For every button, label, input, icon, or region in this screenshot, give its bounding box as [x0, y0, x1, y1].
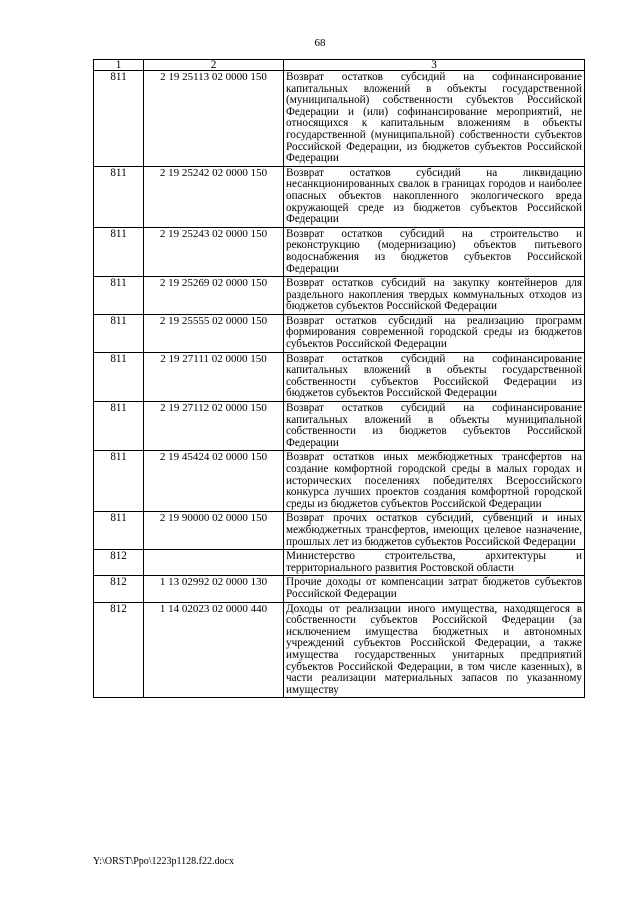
kbk-code-cell: 1 14 02023 02 0000 440 — [144, 602, 284, 698]
table-row — [94, 314, 585, 352]
table-row — [94, 550, 585, 576]
table-row — [94, 602, 585, 698]
header-row — [94, 60, 585, 71]
description-cell: Возврат остатков субсидий на софинансирование капитальных вложений в объекты государственной (муниципальной) собственности субъектов Российской Федерации и (или) софинансирование мероприятий, не относящихся к капитальным вложениям в объекты государственной (муниципальной) собственности субъектов Российской Федерации, из бюджетов субъектов Российской Федерации — [284, 71, 585, 167]
description-cell: Доходы от реализации иного имущества, находящегося в собственности субъектов Российской Федерации (за исключением имущества бюджетных и автономных учреждений субъектов Российской Федерации, а также имущества государственных унитарных предприятий субъектов Российской Федерации, в том числе казенных), в части реализации материальных запасов по указанному имуществу — [284, 602, 585, 698]
kbk-code-cell: 2 19 27111 02 0000 150 — [144, 352, 284, 401]
admin-code-cell: 812 — [94, 576, 144, 602]
description-cell: Возврат остатков субсидий на софинансирование капитальных вложений в объекты государственной собственности субъектов Российской Федерации из бюджетов субъектов Российской Федерации — [284, 352, 585, 401]
budget-codes-table — [93, 59, 585, 698]
table-row — [94, 71, 585, 167]
kbk-code-cell: 2 19 90000 02 0000 150 — [144, 512, 284, 550]
description-cell: Возврат остатков субсидий на строительство и реконструкцию (модернизацию) объектов питьевого водоснабжения из бюджетов субъектов Российской Федерации — [284, 227, 585, 276]
kbk-code-cell: 2 19 25113 02 0000 150 — [144, 71, 284, 167]
kbk-code-cell: 2 19 25243 02 0000 150 — [144, 227, 284, 276]
kbk-code-cell: 2 19 25269 02 0000 150 — [144, 277, 284, 315]
table-row — [94, 402, 585, 451]
table-row — [94, 576, 585, 602]
admin-code-cell: 812 — [94, 550, 144, 576]
admin-code-cell: 811 — [94, 71, 144, 167]
description-cell: Возврат остатков субсидий на закупку контейнеров для раздельного накопления твердых коммунальных отходов из бюджетов субъектов Российской Федерации — [284, 277, 585, 315]
kbk-code-cell: 1 13 02992 02 0000 130 — [144, 576, 284, 602]
table-row — [94, 277, 585, 315]
page-number: 68 — [314, 37, 326, 49]
admin-code-cell: 811 — [94, 451, 144, 512]
table-row — [94, 352, 585, 401]
admin-code-cell: 811 — [94, 227, 144, 276]
header-col-3: 3 — [284, 60, 585, 71]
kbk-code-cell: 2 19 25242 02 0000 150 — [144, 166, 284, 227]
header-col-2: 2 — [144, 60, 284, 71]
description-cell: Прочие доходы от компенсации затрат бюджетов субъектов Российской Федерации — [284, 576, 585, 602]
table-row — [94, 451, 585, 512]
description-cell: Возврат остатков субсидий на реализацию программ формирования современной городской среды из бюджетов субъектов Российской Федерации — [284, 314, 585, 352]
admin-code-cell: 811 — [94, 402, 144, 451]
kbk-code-cell: 2 19 25555 02 0000 150 — [144, 314, 284, 352]
admin-code-cell: 812 — [94, 602, 144, 698]
description-cell: Возврат остатков субсидий на ликвидацию несанкционированных свалок в границах городов и наиболее опасных объектов накопленного экологического вреда окружающей среде из бюджетов субъектов Российской Федерации — [284, 166, 585, 227]
header-col-1: 1 — [94, 60, 144, 71]
file-path-footer: Y:\ORST\Ppo\1223p1128.f22.docx — [93, 856, 234, 867]
kbk-code-cell — [144, 550, 284, 576]
table-row — [94, 512, 585, 550]
description-cell: Возврат прочих остатков субсидий, субвенций и иных межбюджетных трансфертов, имеющих целевое назначение, прошлых лет из бюджетов субъектов Российской Федерации — [284, 512, 585, 550]
admin-code-cell: 811 — [94, 277, 144, 315]
description-cell: Возврат остатков субсидий на софинансирование капитальных вложений в объекты муниципальной собственности из бюджетов субъектов Российской Федерации — [284, 402, 585, 451]
kbk-code-cell: 2 19 45424 02 0000 150 — [144, 451, 284, 512]
admin-code-cell: 811 — [94, 512, 144, 550]
table-row — [94, 227, 585, 276]
table-row — [94, 166, 585, 227]
admin-code-cell: 811 — [94, 166, 144, 227]
description-cell: Министерство строительства, архитектуры и территориального развития Ростовской области — [284, 550, 585, 576]
kbk-code-cell: 2 19 27112 02 0000 150 — [144, 402, 284, 451]
admin-code-cell: 811 — [94, 314, 144, 352]
admin-code-cell: 811 — [94, 352, 144, 401]
description-cell: Возврат остатков иных межбюджетных трансфертов на создание комфортной городской среды в малых городах и исторических поселениях победителях Всероссийского конкурса лучших проектов создания комфортной городской среды из бюджетов субъектов Российской Федерации — [284, 451, 585, 512]
